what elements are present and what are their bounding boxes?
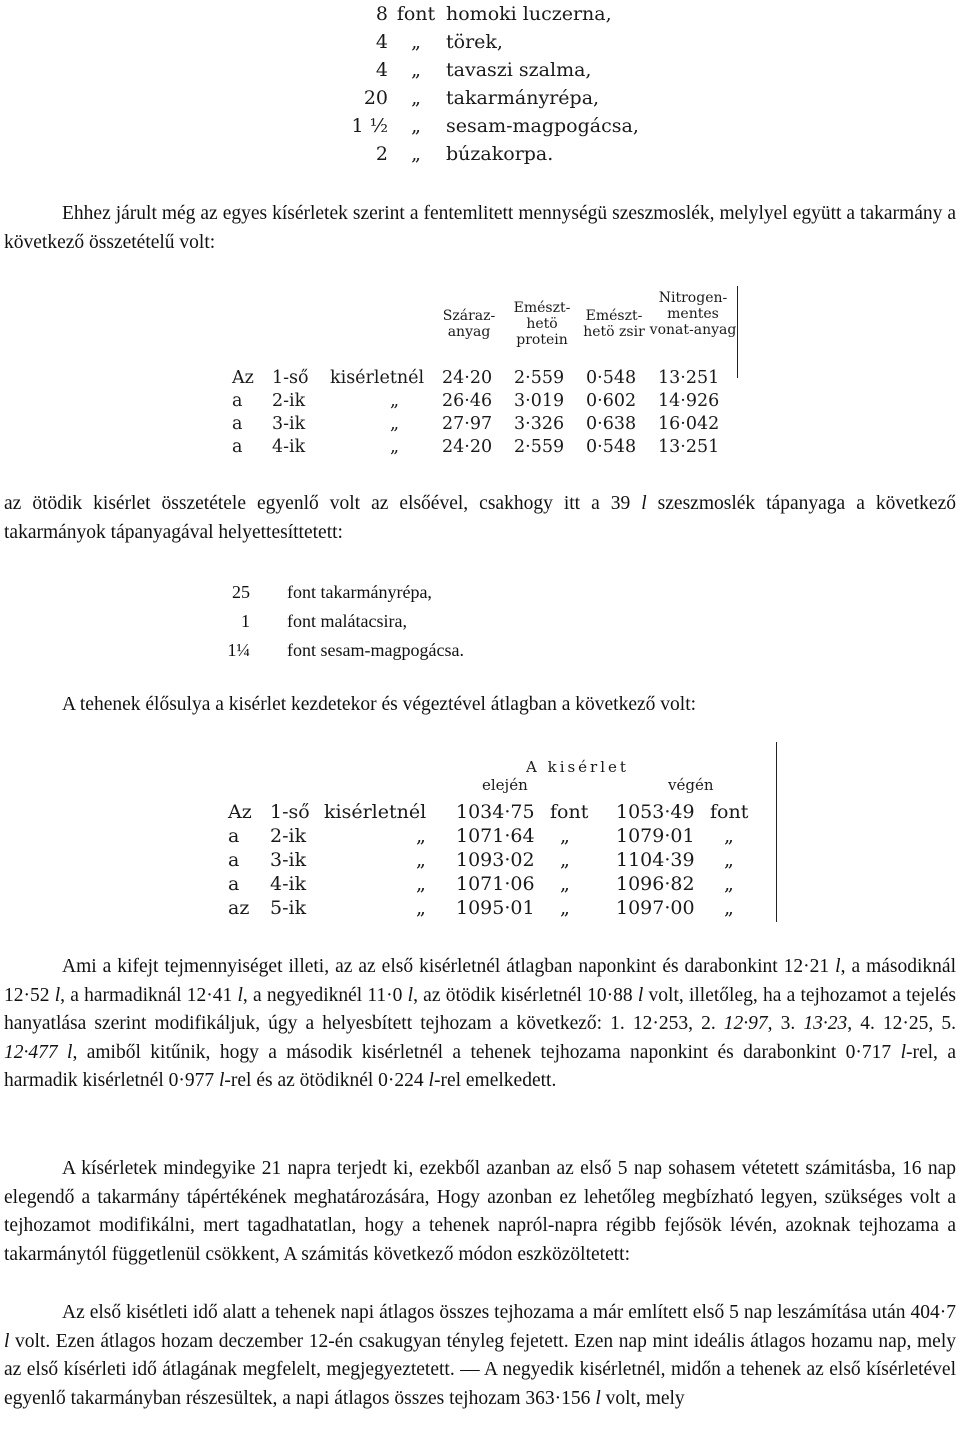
table-row [228, 848, 776, 872]
feed-name: font sesam-magpogácsa. [287, 640, 464, 660]
cell-unit: font [710, 801, 749, 823]
row-number: 2-ik [272, 391, 306, 411]
cell-unit: „ [560, 897, 570, 919]
unit-liter: l [900, 1041, 906, 1063]
unit-liter: l [54, 984, 61, 1006]
row-article: a [232, 437, 243, 457]
paragraph-experiments: A kísérletek mindegyike 21 napra terjedt ki, ezekből azanban az első 5 nap sohasem vétetett számitásba, 16 nap elegendő a takarmány tápértékének meghatározására, Hogy azonban ez lehetőleg megbízható legyen, szükséges volt a tejhozamot modifikálni, mert tagadhatatlan, hogy a tehenek napról-napra régibb fejősök lévén, azoknak tejhozama a takarmánytól függetlenül csökkent, A számitás következő módon eszközöltetett: [4, 1158, 956, 1265]
italic-value: 13·23 [803, 1013, 848, 1034]
header-experiment: A kisérlet [526, 758, 629, 776]
cell-dry-matter: 24·20 [442, 437, 493, 457]
cell-weight-end: 1079·01 [616, 825, 695, 847]
feed-name: homoki luczerna, [446, 3, 612, 25]
row-number: 5-ik [270, 897, 307, 919]
cell-weight-start: 1093·02 [456, 849, 535, 871]
feed-name: tavaszi szalma, [446, 59, 592, 81]
cell-weight-start: 1071·64 [456, 825, 535, 847]
feed-name: búzakorpa. [446, 143, 554, 165]
row-number: 4-ik [270, 873, 307, 895]
cell-nitrogen-free: 13·251 [658, 368, 720, 388]
header-dry-matter: Száraz-anyag [442, 308, 496, 340]
table-row [228, 896, 776, 920]
cell-weight-start: 1034·75 [456, 801, 535, 823]
cell-unit: „ [560, 825, 570, 847]
table-divider [776, 742, 777, 922]
row-label: „ [416, 849, 426, 871]
cell-protein: 2·559 [514, 368, 565, 388]
row-article: a [228, 873, 240, 895]
feed-qty: 1 ½ [351, 115, 388, 137]
cell-fat: 0·638 [586, 414, 637, 434]
row-number: 4-ik [272, 437, 306, 457]
row-number: 2-ik [270, 825, 307, 847]
cell-unit: „ [724, 873, 734, 895]
feed-name: font takarmányrépa, [287, 582, 432, 602]
unit-liter: l [4, 1330, 10, 1352]
unit-liter: l [218, 1070, 225, 1091]
paragraph-calculation [4, 1299, 956, 1413]
header-nitrogen-free: Nitrogen-mentes vonat-anyag [649, 290, 737, 338]
italic-value: 12·97 [723, 1013, 768, 1034]
unit-liter: l [237, 984, 243, 1006]
cell-unit: „ [724, 849, 734, 871]
text-span: , amiből kitűnik, hogy a második kisérletnél a tehenek tejhozama naponkint és darabonkint 0·717 [72, 1041, 901, 1063]
feed-item [336, 0, 639, 28]
feed-name: törek, [446, 31, 503, 53]
row-number: 1-ső [270, 801, 310, 823]
feed-unit: „ [411, 115, 421, 137]
feed-item [336, 56, 639, 84]
feed-qty: 1 [241, 611, 250, 631]
row-number: 3-ik [272, 414, 306, 434]
text-span: , a másodiknál 12·52 [4, 956, 957, 1006]
row-article: Az [232, 368, 254, 388]
feed-qty: 25 [232, 582, 250, 602]
table-row [228, 824, 776, 848]
cell-protein: 3·326 [514, 414, 565, 434]
table-row [232, 366, 730, 390]
row-article: Az [228, 801, 252, 823]
text-span: -rel emelkedett. [433, 1070, 557, 1091]
feed-unit: „ [411, 143, 421, 165]
cell-weight-end: 1053·49 [616, 801, 695, 823]
feed-qty: 2 [375, 143, 388, 165]
header-protein: Emészt-hetö protein [513, 300, 571, 348]
unit-liter: l [637, 984, 644, 1006]
text-span: volt. Ezen átlagos hozam deczember 12-én csakugyan tényleg fejetett. Ezen nap mint ideális átlagos hozamu nap, mely az első kísérleti idő átlagának megfelelt, megjegyeztetett. — A negyedik kisérletnél, midőn a tehenek az első kísérletével egyenlő takarmányban részesültek, a napi átlagos összes tejhozam 363·156 [4, 1330, 956, 1409]
table-row [228, 872, 776, 896]
feed-list-top [336, 0, 639, 168]
row-label: „ [390, 391, 400, 411]
table-row [228, 800, 776, 824]
feed-unit: „ [411, 31, 421, 53]
text-span: , 3. [767, 1013, 804, 1034]
text-span: az ötödik kisérlet összetétele egyenlő volt az elsőével, csakhogy itt a 39 [4, 493, 642, 514]
cell-dry-matter: 27·97 [442, 414, 493, 434]
row-label: „ [416, 897, 426, 919]
text-span: Az első kisétleti idő alatt a tehenek napi átlagos összes tejhozama a már említett első 5 nap leszámítása után 404·7 [62, 1302, 956, 1323]
header-fat: Emészt-hetö zsir [583, 308, 645, 340]
text-span: Ami a kifejt tejmennyiséget illeti, az az első kisérletnél átlagban naponkint és darabonkint 12·21 [62, 956, 836, 977]
cell-nitrogen-free: 16·042 [658, 414, 720, 434]
text-span: , a harmadiknál 12·41 [60, 984, 238, 1006]
text-span: , az ötödik kisérletnél 10·88 [413, 984, 638, 1006]
feed-name: takarmányrépa, [446, 87, 600, 109]
cell-unit: font [550, 801, 589, 823]
text-span: volt, mely [600, 1387, 685, 1409]
unit-liter: l [835, 956, 841, 977]
feed-qty: 4 [375, 31, 388, 53]
header-end: végén [668, 776, 714, 794]
feed-qty: 8 [375, 3, 388, 25]
cell-fat: 0·548 [586, 437, 637, 457]
text-span: -rel és az ötödiknél 0·224 [224, 1070, 429, 1091]
cell-protein: 2·559 [514, 437, 565, 457]
cell-unit: „ [560, 873, 570, 895]
cell-weight-end: 1104·39 [616, 849, 695, 871]
row-label: „ [390, 437, 400, 457]
feed-item [336, 112, 639, 140]
paragraph-milk-yield [4, 953, 956, 1096]
unit-liter: l [407, 984, 414, 1006]
unit-liter: l [595, 1387, 601, 1409]
row-article: az [228, 897, 250, 919]
cell-unit: „ [724, 825, 734, 847]
table-row [232, 412, 730, 436]
italic-value: 12·477 l [4, 1041, 73, 1063]
cell-unit: „ [724, 897, 734, 919]
feed-item [336, 140, 639, 168]
feed-unit: „ [411, 87, 421, 109]
row-number: 3-ik [270, 849, 307, 871]
row-label: „ [416, 873, 426, 895]
unit-liter: l [428, 1070, 434, 1091]
feed-item [200, 578, 464, 607]
cell-weight-end: 1097·00 [616, 897, 695, 919]
header-start: elején [482, 776, 528, 794]
cell-fat: 0·602 [586, 391, 637, 411]
feed-list-replacement [200, 578, 464, 665]
feed-item [336, 28, 639, 56]
paragraph-intro: Ehhez járult még az egyes kísérletek szerint a fentemlitett mennységü szeszmoslék, melylyel együtt a takarmány a következő összetételű volt: [4, 203, 956, 253]
paragraph-fifth-experiment [4, 490, 956, 547]
cell-weight-start: 1071·06 [456, 873, 535, 895]
weight-table [228, 742, 788, 927]
cell-unit: „ [560, 849, 570, 871]
unit-liter: l [641, 493, 647, 514]
cell-weight-end: 1096·82 [616, 873, 695, 895]
row-label: „ [390, 414, 400, 434]
paragraph-weight: A tehenek élősulya a kisérlet kezdetekor és végeztével átlagban a következő volt: [62, 694, 697, 715]
feed-item [336, 84, 639, 112]
composition-table [232, 286, 752, 466]
row-article: a [232, 414, 243, 434]
cell-nitrogen-free: 13·251 [658, 437, 720, 457]
row-number: 1-ső [272, 368, 309, 388]
feed-unit: font [396, 3, 436, 25]
text-span: , 4. 12·25, 5. [847, 1013, 956, 1034]
cell-dry-matter: 24·20 [442, 368, 493, 388]
cell-fat: 0·548 [586, 368, 637, 388]
table-row [232, 435, 730, 459]
feed-item [200, 607, 464, 636]
feed-unit: „ [411, 59, 421, 81]
table-divider [737, 286, 738, 378]
table-row [232, 389, 730, 413]
cell-nitrogen-free: 14·926 [658, 391, 720, 411]
feed-qty: 20 [363, 87, 388, 109]
text-span: szeszmoslék tápanyaga a következő takarmányok tápanyagával helyettesíttetett: [4, 493, 956, 543]
cell-weight-start: 1095·01 [456, 897, 535, 919]
row-article: a [232, 391, 243, 411]
cell-protein: 3·019 [514, 391, 565, 411]
row-label: „ [416, 825, 426, 847]
text-span: , a negyediknél 11·0 [242, 984, 408, 1006]
feed-item [200, 636, 464, 665]
feed-qty: 1¼ [227, 640, 250, 660]
feed-name: sesam-magpogácsa, [446, 115, 639, 137]
row-label: kisérletnél [330, 368, 425, 388]
feed-name: font malátacsira, [287, 611, 407, 631]
row-article: a [228, 825, 240, 847]
text-span: -rel, a harmadik kisérletnél 0·977 [4, 1041, 956, 1091]
text-span: volt, illetőleg, ha a tejhozamot a tejelés hanyatlása szerint modifikáljuk, úgy a helyesbített tejhozam a következő: 1. 12·253, 2. [4, 984, 956, 1034]
row-article: a [228, 849, 240, 871]
cell-dry-matter: 26·46 [442, 391, 493, 411]
feed-qty: 4 [375, 59, 388, 81]
row-label: kisérletnél [324, 801, 427, 823]
